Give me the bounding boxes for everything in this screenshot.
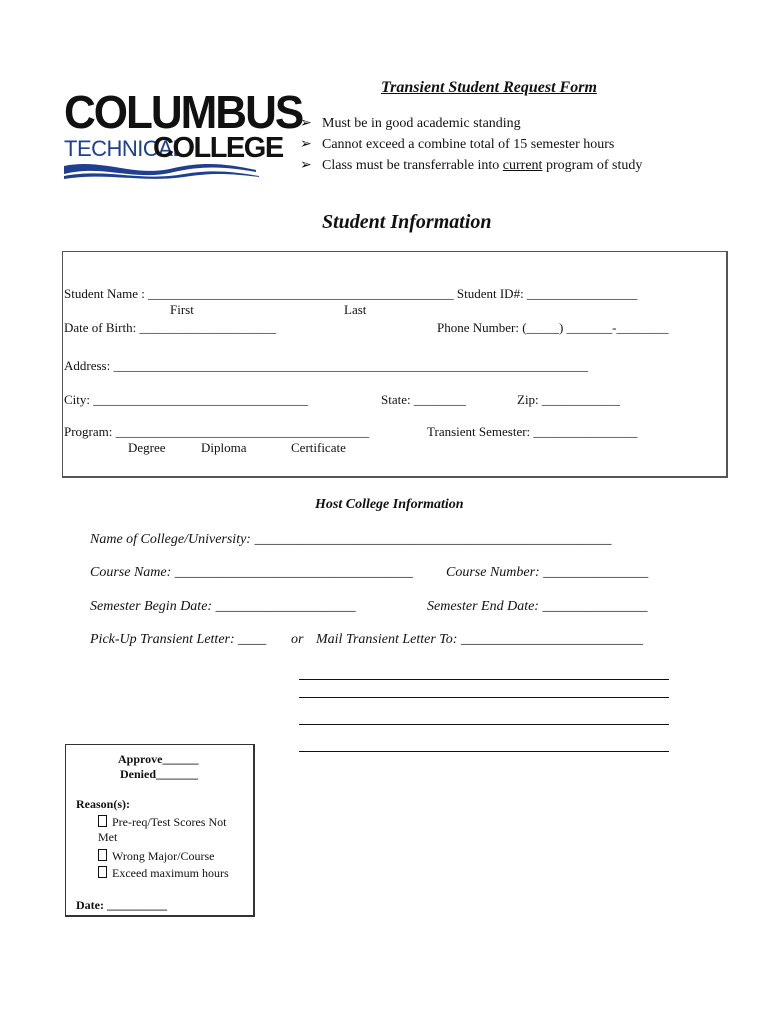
city-field[interactable]: City: _________________________________ — [64, 392, 308, 407]
reason-prereq-option[interactable]: Pre-req/Test Scores Not — [98, 815, 226, 830]
student-information-heading: Student Information — [322, 211, 492, 233]
state-field[interactable]: State: ________ — [381, 392, 466, 407]
semester-begin-date-field[interactable]: Semester Begin Date: ____________________ — [90, 599, 356, 614]
requirement-bullet: ➢ Must be in good academic standing — [300, 116, 521, 131]
denied-field[interactable]: Denied_______ — [120, 767, 198, 781]
last-name-label: Last — [344, 302, 367, 317]
checkbox-icon[interactable] — [98, 849, 107, 861]
program-option-degree: Degree — [128, 440, 166, 455]
host-college-heading: Host College Information — [315, 497, 464, 512]
or-label: or — [291, 632, 304, 647]
mailing-address-line[interactable] — [299, 679, 669, 680]
logo-technical-text: TECHNICAL — [64, 136, 185, 161]
zip-field[interactable]: Zip: ____________ — [517, 392, 620, 407]
requirement-bullet: ➢ Class must be transferrable into current program of study — [300, 158, 643, 173]
semester-end-date-field[interactable]: Semester End Date: _______________ — [427, 599, 648, 614]
requirement-bullet: ➢ Cannot exceed a combine total of 15 semester hours — [300, 137, 615, 152]
logo-college-text: COLLEGE — [153, 132, 283, 164]
program-field[interactable]: Program: _______________________________________ — [64, 424, 370, 439]
first-name-label: First — [170, 302, 194, 317]
mailing-address-line[interactable] — [299, 724, 669, 725]
mailing-address-line[interactable] — [299, 751, 669, 752]
course-number-field[interactable]: Course Number: _______________ — [446, 565, 649, 580]
phone-number-field[interactable]: Phone Number: (_____) _______-________ — [437, 320, 669, 335]
columbus-technical-college-logo — [64, 86, 303, 185]
course-name-field[interactable]: Course Name: __________________________________ — [90, 565, 413, 580]
arrow-bullet-icon: ➢ — [300, 158, 312, 173]
reason-prereq-continued: Met — [98, 830, 118, 844]
checkbox-icon[interactable] — [98, 866, 107, 878]
checkbox-icon[interactable] — [98, 815, 107, 827]
logo-wave-icon — [64, 152, 260, 182]
student-name-and-id-field[interactable]: Student Name : _______________________________________________ Student ID#: _________________ — [64, 286, 638, 301]
program-option-diploma: Diploma — [201, 440, 247, 455]
decision-date-field[interactable]: Date: __________ — [76, 898, 167, 912]
form-title: Transient Student Request Form — [381, 79, 597, 96]
approve-field[interactable]: Approve______ — [118, 752, 199, 766]
program-option-certificate: Certificate — [291, 440, 346, 455]
arrow-bullet-icon: ➢ — [300, 137, 312, 152]
address-field[interactable]: Address: _________________________________________________________________________ — [64, 358, 588, 373]
mail-transient-letter-field[interactable]: Mail Transient Letter To: __________________________ — [316, 632, 643, 647]
date-of-birth-field[interactable]: Date of Birth: _____________________ — [64, 320, 276, 335]
reason-wrong-major-option[interactable]: Wrong Major/Course — [98, 849, 215, 864]
college-name-field[interactable]: Name of College/University: ___________________________________________________ — [90, 532, 612, 547]
reason-exceed-hours-option[interactable]: Exceed maximum hours — [98, 866, 229, 881]
mailing-address-line[interactable] — [299, 697, 669, 698]
transient-semester-field[interactable]: Transient Semester: ________________ — [427, 424, 638, 439]
pickup-transient-letter-field[interactable]: Pick-Up Transient Letter: ____ — [90, 632, 267, 647]
logo-columbus-text: COLUMBUS — [64, 86, 303, 139]
reasons-label: Reason(s): — [76, 797, 130, 811]
arrow-bullet-icon: ➢ — [300, 116, 312, 131]
